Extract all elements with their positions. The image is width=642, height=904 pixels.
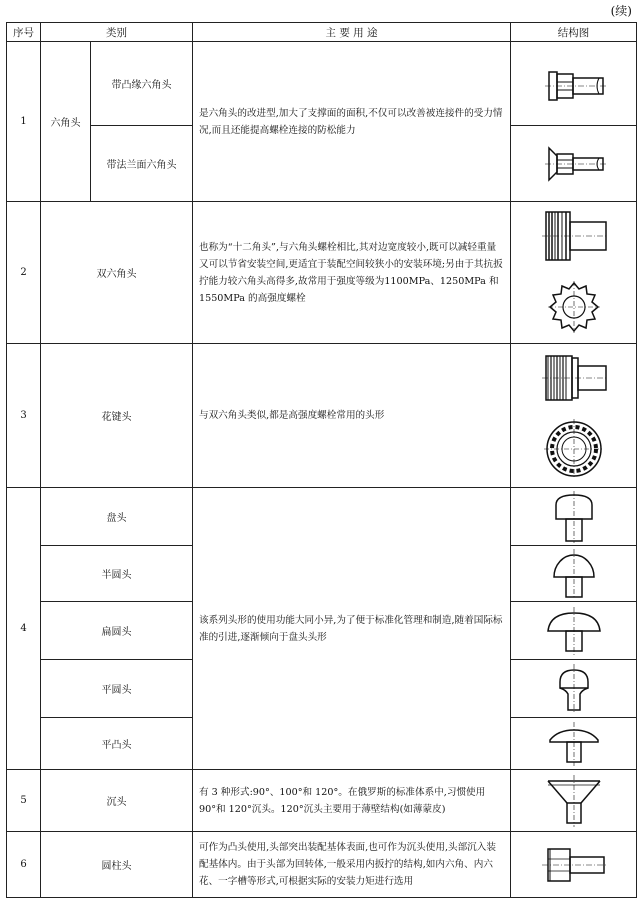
header-row [7, 23, 637, 42]
twelve-point-head-side-icon [538, 208, 610, 264]
row-sub: 盘头 [41, 488, 193, 546]
row-sub: 平圆头 [41, 660, 193, 718]
flat-half-round-head-icon [544, 664, 604, 714]
row-num: 1 [7, 42, 41, 202]
row-usage: 与双六角头类似,都是高强度螺栓常用的头形 [193, 344, 511, 488]
row-group: 六角头 [41, 42, 91, 202]
table-row [7, 202, 637, 344]
twelve-point-head-top-icon [544, 277, 604, 337]
table-row [7, 488, 637, 546]
row-num: 4 [7, 488, 41, 770]
header-structure: 结构图 [511, 23, 637, 42]
continued-label: (续) [610, 4, 632, 18]
row-name: 沉头 [41, 770, 193, 832]
table-row [7, 770, 637, 832]
flat-convex-head-icon [542, 722, 606, 766]
row-sub: 平凸头 [41, 718, 193, 770]
row-num: 6 [7, 832, 41, 898]
cylinder-head-icon [538, 841, 610, 889]
row-num: 3 [7, 344, 41, 488]
row-name: 花键头 [41, 344, 193, 488]
header-usage: 主 要 用 途 [193, 23, 511, 42]
hex-flange-bolt-icon [539, 56, 609, 112]
table-row [7, 42, 637, 126]
hex-flange-face-bolt-icon [539, 136, 609, 192]
row-usage: 可作为凸头使用,头部突出装配基体表面,也可作为沉头使用,头部沉入装配基体内。由于头部为回转体,一般采用内扳拧的结构,如内六角、内六花、一字槽等形式,可根据实际的安装力矩进行选用 [193, 832, 511, 898]
row-usage: 是六角头的改进型,加大了支撑面的面积,不仅可以改善被连接件的受力情况,而且还能提高螺栓连接的防松能力 [193, 42, 511, 202]
row-num: 5 [7, 770, 41, 832]
row-name: 双六角头 [41, 202, 193, 344]
header-num: 序号 [7, 23, 41, 42]
row-sub: 带法兰面六角头 [91, 126, 193, 202]
table-row [7, 832, 637, 898]
round-head-icon [544, 549, 604, 599]
row-usage: 有 3 种形式:90°、100°和 120°。在俄罗斯的标准体系中,习惯使用 90°和 120°沉头。120°沉头主要用于薄壁结构(如薄蒙皮) [193, 770, 511, 832]
row-usage: 也称为“十二角头”,与六角头螺栓相比,其对边宽度较小,既可以减轻重量又可以节省安装空间,更适宜于装配空间较狭小的安装环境;另由于其抗扳拧能力较六角头高得多,故常用于强度等级为1100MPa、1250MPa 和 1550MPa 的高强度螺栓 [193, 202, 511, 344]
row-sub: 带凸缘六角头 [91, 42, 193, 126]
flat-round-head-icon [542, 607, 606, 655]
countersunk-head-icon [542, 775, 606, 827]
table-row [7, 344, 637, 488]
row-num: 2 [7, 202, 41, 344]
row-sub: 扁圆头 [41, 602, 193, 660]
pan-head-icon [544, 491, 604, 543]
bolt-head-table [6, 22, 637, 898]
spline-head-side-icon [538, 350, 610, 406]
header-category: 类别 [41, 23, 193, 42]
row-usage: 该系列头形的使用功能大同小异,为了便于标准化管理和制造,随着国际标准的引进,逐渐倾向于盘头头形 [193, 488, 511, 770]
row-sub: 半圆头 [41, 546, 193, 602]
spline-head-top-icon [542, 417, 606, 481]
row-name: 圆柱头 [41, 832, 193, 898]
